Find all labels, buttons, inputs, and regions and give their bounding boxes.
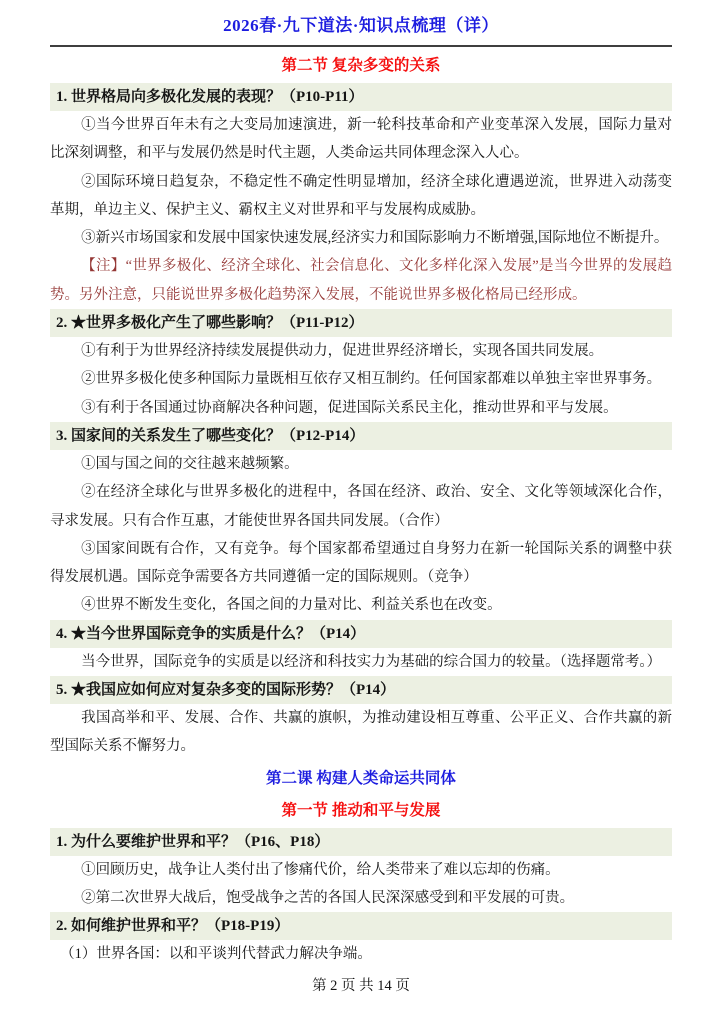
answer-paragraph: ②国际环境日趋复杂，不稳定性不确定性明显增加，经济全球化遭遇逆流，世界进入动荡变革期，单边主义、保护主义、霸权主义对世界和平与发展构成威胁。 xyxy=(50,173,672,218)
section-heading: 第一节 推动和平与发展 xyxy=(281,801,441,819)
question-bar: 2. 如何维护世界和平？（P18-P19） xyxy=(50,912,672,940)
answer-paragraph: ②第二次世界大战后，饱受战争之苦的各国人民深深感受到和平发展的可贵。 xyxy=(81,889,575,906)
question-bar: 2. ★世界多极化产生了哪些影响？（P11-P12） xyxy=(50,309,672,337)
document-header-title: 2026春·九下道法·知识点梳理（详） xyxy=(223,16,499,35)
answer-paragraph: ②世界多极化使多种国际力量既相互依存又相互制约。任何国家都难以单独主宰世界事务。 xyxy=(81,371,662,388)
section-heading: 第二节 复杂多变的关系 xyxy=(281,57,441,74)
answer-paragraph: ③国家间既有合作，又有竞争。每个国家都希望通过自身努力在新一轮国际关系的调整中获得发展机遇。国际竞争需要各方共同遵循一定的国际规则。（竞争） xyxy=(50,540,672,586)
answer-paragraph: 当今世界，国际竞争的实质是以经济和科技实力为基础的综合国力的较量。（选择题常考。） xyxy=(81,653,662,670)
answer-paragraph: ①回顾历史，战争让人类付出了惨痛代价，给人类带来了难以忘却的伤痛。 xyxy=(81,861,560,878)
answer-paragraph: ①有利于为世界经济持续发展提供动力，促进世界经济增长，实现各国共同发展。 xyxy=(81,343,604,360)
note-paragraph: 【注】“世界多极化、经济全球化、社会信息化、文化多样化深入发展”是当今世界的发展趋势。另外注意，只能说世界多极化趋势深入发展，不能说世界多极化格局已经形成。 xyxy=(50,258,672,303)
header-rule xyxy=(50,45,672,47)
question-bar: 4. ★当今世界国际竞争的实质是什么？（P14） xyxy=(50,620,672,648)
answer-paragraph: ③有利于各国通过协商解决各种问题，促进国际关系民主化，推动世界和平与发展。 xyxy=(81,399,618,416)
answer-paragraph: ④世界不断发生变化，各国之间的力量对比、利益关系也在改变。 xyxy=(81,597,502,614)
chapter-heading: 第二课 构建人类命运共同体 xyxy=(266,769,456,787)
question-bar: 3. 国家间的关系发生了哪些变化？（P12-P14） xyxy=(50,422,672,450)
answer-paragraph: ②在经济全球化与世界多极化的进程中，各国在经济、政治、安全、文化等领域深化合作，寻求发展。只有合作互惠，才能使世界各国共同发展。（合作） xyxy=(50,484,672,529)
answer-paragraph: ①当今世界百年未有之大变局加速演进，新一轮科技革命和产业变革深入发展，国际力量对比深刻调整，和平与发展仍然是时代主题，人类命运共同体理念深入人心。 xyxy=(50,117,672,162)
answer-paragraph: ③新兴市场国家和发展中国家快速发展,经济实力和国际影响力不断增强,国际地位不断提升。 xyxy=(81,230,669,247)
answer-paragraph: ①国与国之间的交往越来越频繁。 xyxy=(81,455,299,472)
page-number-footer: 第 2 页 共 14 页 xyxy=(312,977,410,994)
question-bar: 1. 世界格局向多极化发展的表现？（P10-P11） xyxy=(50,83,672,111)
question-bar: 5. ★我国应如何应对复杂多变的国际形势？（P14） xyxy=(50,676,672,704)
answer-subitem: （1）世界各国：以和平谈判代替武力解决争端。 xyxy=(60,946,372,963)
question-bar: 1. 为什么要维护世界和平？（P16、P18） xyxy=(50,828,672,856)
answer-paragraph: 我国高举和平、发展、合作、共赢的旗帜，为推动建设相互尊重、公平正义、合作共赢的新型国际关系不懈努力。 xyxy=(50,710,672,755)
document-body xyxy=(50,53,672,969)
